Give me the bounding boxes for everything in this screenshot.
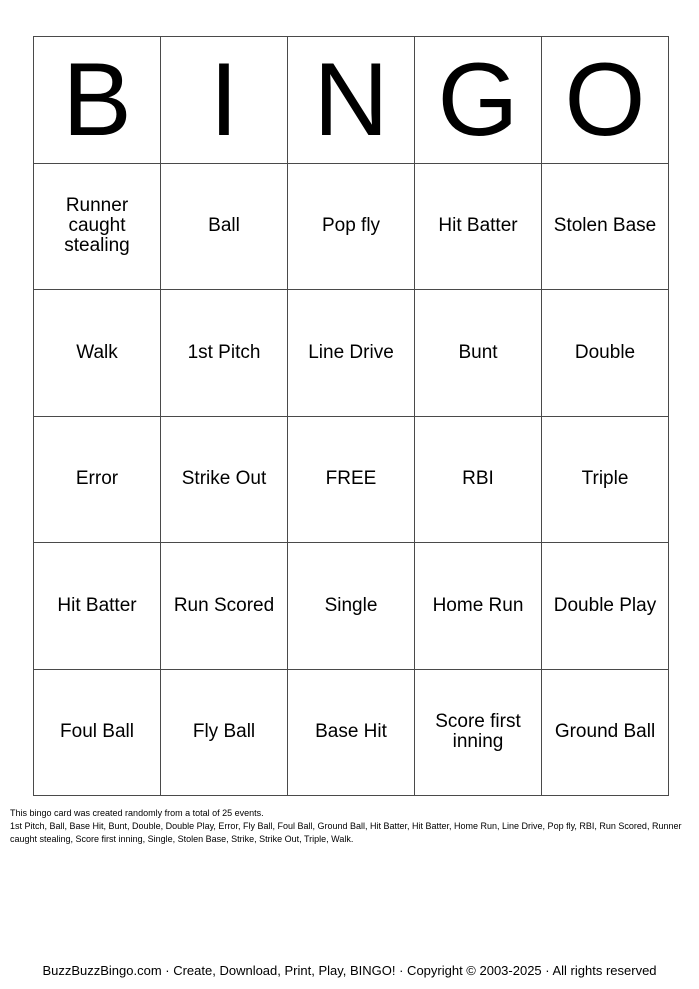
bingo-cell: Run Scored: [161, 543, 288, 670]
header-letter-n: N: [288, 37, 415, 164]
card-info: [10, 807, 692, 846]
bingo-cell: Pop fly: [288, 163, 415, 290]
bingo-row: [34, 163, 669, 290]
bingo-cell: Walk: [34, 290, 161, 417]
bingo-cell: Home Run: [415, 543, 542, 670]
bingo-row: [34, 543, 669, 670]
bingo-cell: Triple: [542, 416, 669, 543]
bingo-cell: Foul Ball: [34, 669, 161, 796]
bingo-row: [34, 290, 669, 417]
bingo-cell: Stolen Base: [542, 163, 669, 290]
bingo-cell: Double: [542, 290, 669, 417]
bingo-cell: Hit Batter: [34, 543, 161, 670]
bingo-cell: Score first inning: [415, 669, 542, 796]
bingo-row: [34, 416, 669, 543]
bingo-cell: Base Hit: [288, 669, 415, 796]
bingo-cell: Single: [288, 543, 415, 670]
header-letter-o: O: [542, 37, 669, 164]
bingo-cell: Hit Batter: [415, 163, 542, 290]
bingo-cell: Ground Ball: [542, 669, 669, 796]
bingo-cell: Fly Ball: [161, 669, 288, 796]
header-letter-b: B: [34, 37, 161, 164]
bingo-free-cell: FREE: [288, 416, 415, 543]
bingo-cell: Line Drive: [288, 290, 415, 417]
bingo-cell: 1st Pitch: [161, 290, 288, 417]
footer-text: BuzzBuzzBingo.com · Create, Download, Print, Play, BINGO! · Copyright © 2003-2025 · All rights reserved: [42, 963, 657, 978]
bingo-row: [34, 669, 669, 796]
info-event-list: 1st Pitch, Ball, Base Hit, Bunt, Double, Double Play, Error, Fly Ball, Foul Ball, Ground Ball, Hit Batter, Hit Batter, Home Run, Line Drive, Pop fly, RBI, Run Scored, Runner caught stealing, Score first inning, Single, Stolen Base, Strike, Strike Out, Triple, Walk.: [10, 821, 682, 844]
bingo-cell: Bunt: [415, 290, 542, 417]
bingo-cell: Error: [34, 416, 161, 543]
bingo-cell: Runner caught stealing: [34, 163, 161, 290]
bingo-cell: Strike Out: [161, 416, 288, 543]
bingo-header-row: [34, 37, 669, 164]
header-letter-i: I: [161, 37, 288, 164]
bingo-card: [33, 36, 669, 796]
bingo-cell: Double Play: [542, 543, 669, 670]
bingo-cell: Ball: [161, 163, 288, 290]
info-summary: This bingo card was created randomly from a total of 25 events.: [10, 808, 264, 818]
header-letter-g: G: [415, 37, 542, 164]
bingo-cell: RBI: [415, 416, 542, 543]
